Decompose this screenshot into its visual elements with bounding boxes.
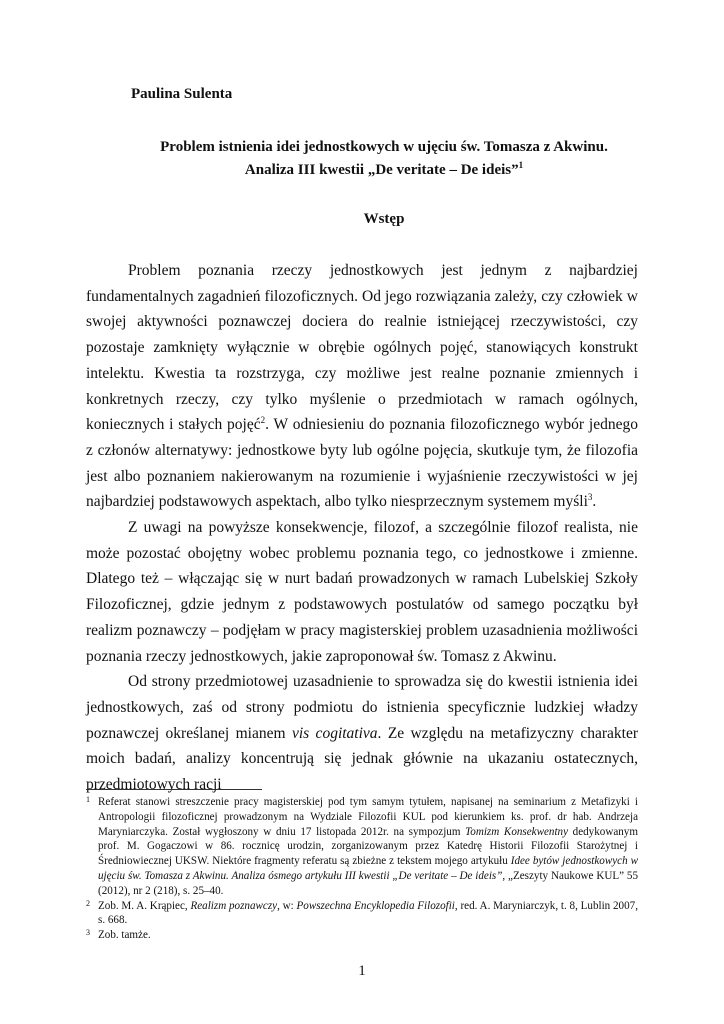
footnote-1-italic-1: Tomizm Konsekwentny — [465, 825, 568, 838]
footnote-ref-1[interactable]: 1 — [518, 160, 524, 170]
footnote-number: 1 — [86, 795, 90, 804]
paragraph-2: Z uwagi na powyższe konsekwencje, filozof, a szczególnie filozof realista, nie może pozostać obojętny wobec problemu poznania tego, co jednostkowe i zmienne. Dlatego też – włączając się w nurt badań prowadzonych w ramach Lubelskiej Szkoły Filozoficznej, gdzie jednym z podstawowych postulatów od samego początku był realizm poznawczy – podjęłam w pracy magisterskiej problem uzasadnienia możliwości poznania rzeczy jednostkowych, jakie zaproponował św. Tomasz z Akwinu. — [86, 519, 638, 665]
footnote-ref-2[interactable]: 2 — [260, 415, 266, 426]
paragraph-3 — [86, 669, 638, 798]
title-line-2-text: Analiza III kwestii „De veritate – De ideis” — [244, 162, 519, 178]
paragraph-1-part-a: Problem poznania rzeczy jednostkowych jest jednym z najbardziej fundamentalnych zagadnień filozoficznych. Od jego rozwiązania zależy, czy człowiek w swojej aktywności poznawczej dociera do realnie istniejącej rzeczywistości, czy pozostaje zamknięty wyłącznie w obrębie ogólnych pojęć, stanowiących konstrukt intelektu. Kwestia ta rozstrzyga, czy możliwe jest realne poznanie zmiennych i konkretnych rzeczy, czy tylko myślenie o przedmiotach w ramach ogólnych, koniecznych i stałych pojęć — [86, 262, 638, 434]
paragraph-1-part-c: . — [592, 493, 597, 511]
paragraph-1 — [86, 258, 638, 515]
footnote-2-part-c: , red. A. Maryniarczyk, t. 8, Lublin 2007, s. 668. — [98, 899, 638, 927]
footnote-1-part-b: dedykowanym prof. M. Gogaczowi w 86. rocznicę urodzin, zorganizowanym przez Katedrę Historii Filozofii Starożytnej i Średniowiecznej UKSW. Niektóre fragmenty referatu są zbieżne z tekstem mojego artykułu — [98, 825, 638, 868]
footnote-3 — [86, 928, 638, 943]
footnote-ref-3[interactable]: 3 — [587, 492, 593, 503]
paragraph-3-part-b: . Ze względu na metafizyczny charakter moich badań, analizy koncentrują się jednak głównie na ukazaniu ostatecznych, przedmiotowych racji — [86, 724, 638, 794]
page-number: 1 — [358, 963, 366, 979]
title-line-2 — [90, 159, 678, 182]
footnote-1-part-c: , „Zeszyty Naukowe KUL” 55 (2012), nr 2 (218), s. 25–40. — [98, 869, 638, 897]
footnote-1 — [86, 795, 638, 899]
footnote-number: 2 — [86, 898, 90, 908]
footnote-2-part-a: Zob. M. A. Krąpiec, — [98, 899, 191, 912]
title-line-1: Problem istnienia idei jednostkowych w ujęciu św. Tomasza z Akwinu. — [160, 139, 608, 155]
footnote-2-italic-1: Realizm poznawczy — [190, 899, 278, 912]
paragraph-1-part-b: . W odniesieniu do poznania filozoficznego wybór jednego z członów alternatywy: jednostkowe byty lub ogólne pojęcia, skutkuje tym, że filozofia jest albo poznaniem nakierowanym na rozumienie i wyjaśnienie rzeczywistości w jej najbardziej podstawowych aspektach, albo tylko niesprzecznym systemem myśli — [86, 416, 638, 511]
body-text — [86, 258, 638, 798]
author-name: Paulina Sulenta — [131, 86, 233, 102]
footnote-separator — [86, 789, 262, 790]
footnote-1-part-a: Referat stanowi streszczenie pracy magisterskiej pod tym samym tytułem, napisanej na seminarium z Metafizyki i Antropologii filozoficznej prowadzonym na Wydziale Filozofii KUL pod kierunkiem ks. prof. dr hab. Andrzeja Maryniarczyka. Został wygłoszony w dniu 17 listopada 2012r. na sympozjum — [98, 796, 638, 838]
footnote-2-part-b: , w: — [277, 899, 297, 912]
footnote-2-italic-2: Powszechna Encyklopedia Filozofii — [296, 899, 455, 912]
footnote-3-text: Zob. tamże. — [98, 929, 151, 942]
footnote-number: 3 — [86, 928, 90, 938]
paragraph-3-part-a: Od strony przedmiotowej uzasadnienie to sprowadza się do kwestii istnienia idei jednostkowych, zaś od strony podmiotu do istnienia specyficznie ludzkiej władzy poznawczej określanej mianem — [86, 673, 638, 742]
paragraph-3-italic-term: vis cogitativa — [291, 724, 378, 742]
footnotes — [86, 795, 638, 943]
footnote-2 — [86, 899, 638, 929]
section-heading: Wstęp — [363, 211, 405, 227]
footnote-1-italic-2: Idee bytów jednostkowych w ujęciu św. Tomasza z Akwinu. Analiza ósmego artykułu III kwestii „De veritate – De ideis” — [98, 855, 638, 882]
